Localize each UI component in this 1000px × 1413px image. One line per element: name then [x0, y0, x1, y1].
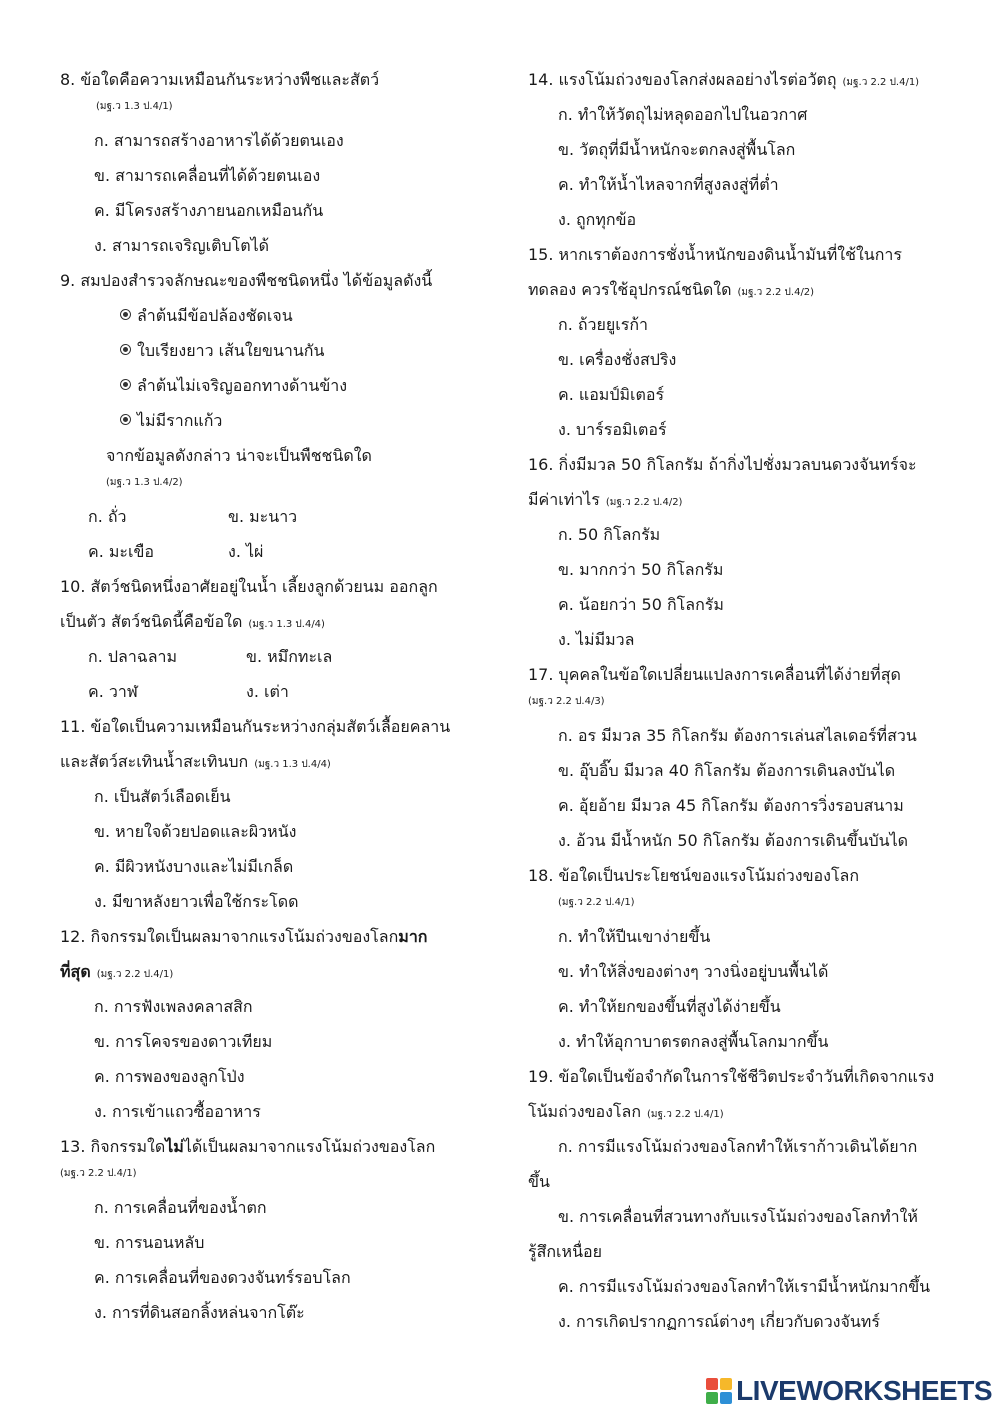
question-15-option-c[interactable]: ค. แอมป์มิเตอร์	[558, 385, 665, 404]
question-13-option-c[interactable]: ค. การเคลื่อนที่ของดวงจันทร์รอบโลก	[94, 1268, 351, 1287]
question-11-option-c[interactable]: ค. มีผิวหนังบางและไม่มีเกล็ด	[94, 857, 294, 876]
question-9-options-row-2	[60, 534, 460, 569]
question-17	[528, 657, 948, 858]
question-11-line-2	[60, 744, 460, 779]
liveworksheets-mark-icon	[706, 1378, 732, 1404]
question-10-line-2	[60, 604, 460, 639]
question-12-option-b[interactable]: ข. การโคจรของดาวเทียม	[94, 1032, 273, 1051]
question-13-text-pre: 13. กิจกรรมใด	[60, 1137, 166, 1156]
question-18-option-a[interactable]: ก. ทำให้ปีนเขาง่ายขึ้น	[558, 927, 711, 946]
right-column	[528, 62, 948, 1339]
question-15-text: ทดลอง ควรใช้อุปกรณ์ชนิดใด	[528, 280, 732, 299]
question-12-standard: (มฐ.ว 2.2 ป.4/1)	[96, 969, 174, 980]
question-17-option-d[interactable]: ง. อ้วน มีน้ำหนัก 50 กิโลกรัม ต้องการเดินขึ้นบันได	[558, 831, 909, 850]
question-18-option-c[interactable]: ค. ทำให้ยกของขึ้นที่สูงได้ง่ายขึ้น	[558, 997, 781, 1016]
question-19	[528, 1059, 948, 1339]
question-10	[60, 569, 460, 709]
question-8-standard: (มฐ.ว 1.3 ป.4/1)	[96, 101, 173, 112]
question-12-option-d[interactable]: ง. การเข้าแถวซื้ออาหาร	[94, 1102, 261, 1121]
question-17-option-a[interactable]: ก. อร มีมวล 35 กิโลกรัม ต้องการเล่นสไลเดอร์ที่สวน	[558, 726, 917, 745]
question-9-fact	[60, 368, 460, 403]
mark-square-red	[706, 1378, 718, 1390]
question-14-option-a[interactable]: ก. ทำให้วัตถุไม่หลุดออกไปในอวกาศ	[558, 105, 808, 124]
question-8	[60, 62, 460, 263]
question-19-option-b-line-1: ข. การเคลื่อนที่สวนทางกับแรงโน้มถ่วงของโลกทำให้	[558, 1207, 918, 1226]
question-9-fact	[60, 403, 460, 438]
question-15-option-b[interactable]: ข. เครื่องชั่งสปริง	[558, 350, 677, 369]
question-15-option-a[interactable]: ก. ถ้วยยูเรก้า	[558, 315, 649, 334]
question-10-option-d[interactable]: ง. เต่า	[246, 682, 289, 701]
question-9-title: 9. สมปองสำรวจลักษณะของพืชชนิดหนึ่ง ได้ข้อมูลดังนี้	[60, 271, 433, 290]
question-12-text: 12. กิจกรรมใดเป็นผลมาจากแรงโน้มถ่วงของโลก	[60, 927, 399, 946]
question-16-standard: (มฐ.ว 2.2 ป.4/2)	[605, 497, 683, 508]
question-10-option-b[interactable]: ข. หมึกทะเล	[246, 647, 333, 666]
question-11	[60, 709, 460, 919]
question-17-standard: (มฐ.ว 2.2 ป.4/3)	[528, 696, 605, 707]
question-16-option-b[interactable]: ข. มากกว่า 50 กิโลกรัม	[558, 560, 724, 579]
fact-text: ลำต้นไม่เจริญออกทางด้านข้าง	[137, 376, 348, 395]
bullet-icon	[120, 309, 131, 320]
mark-square-yellow	[720, 1378, 732, 1390]
question-9-fact	[60, 333, 460, 368]
question-9-options-row-1	[60, 499, 460, 534]
question-13-standard: (มฐ.ว 2.2 ป.4/1)	[60, 1168, 137, 1179]
question-11-option-a[interactable]: ก. เป็นสัตว์เลือดเย็น	[94, 787, 231, 806]
bullet-icon	[120, 379, 131, 390]
question-15-line-1: 15. หากเราต้องการชั่งน้ำหนักของดินน้ำมันที่ใช้ในการ	[528, 245, 902, 264]
question-11-option-d[interactable]: ง. มีขาหลังยาวเพื่อใช้กระโดด	[94, 892, 299, 911]
question-10-options-row-2	[60, 674, 460, 709]
question-13-option-b[interactable]: ข. การนอนหลับ	[94, 1233, 205, 1252]
question-16-line-2	[528, 482, 948, 517]
question-15-option-d[interactable]: ง. บาร์รอมิเตอร์	[558, 420, 667, 439]
question-13-title	[60, 1129, 460, 1164]
question-16-option-d[interactable]: ง. ไม่มีมวล	[558, 630, 635, 649]
question-11-option-b[interactable]: ข. หายใจด้วยปอดและผิวหนัง	[94, 822, 297, 841]
question-19-option-d[interactable]: ง. การเกิดปรากฏการณ์ต่างๆ เกี่ยวกับดวงจันทร์	[558, 1312, 880, 1331]
question-13-option-a[interactable]: ก. การเคลื่อนที่ของน้ำตก	[94, 1198, 267, 1217]
question-9-standard: (มฐ.ว 1.3 ป.4/2)	[106, 477, 183, 488]
question-18-option-d[interactable]: ง. ทำให้อุกาบาตรตกลงสู่พื้นโลกมากขึ้น	[558, 1032, 829, 1051]
liveworksheets-logo[interactable]	[706, 1375, 992, 1407]
question-9-fact	[60, 298, 460, 333]
question-9-option-b[interactable]: ข. มะนาว	[228, 507, 298, 526]
question-13	[60, 1129, 460, 1330]
question-9	[60, 263, 460, 569]
question-12-emphasis-2: ที่สุด	[60, 962, 91, 981]
question-9-question: จากข้อมูลดังกล่าว น่าจะเป็นพืชชนิดใด	[106, 446, 372, 465]
question-19-text: โน้มถ่วงของโลก	[528, 1102, 642, 1121]
question-13-emphasis: ไม่	[165, 1137, 184, 1156]
question-12-option-a[interactable]: ก. การฟังเพลงคลาสสิก	[94, 997, 253, 1016]
question-18-option-b[interactable]: ข. ทำให้สิ่งของต่างๆ วางนิ่งอยู่บนพื้นได้	[558, 962, 829, 981]
question-8-option-c[interactable]: ค. มีโครงสร้างภายนอกเหมือนกัน	[94, 201, 324, 220]
question-12-option-c[interactable]: ค. การพองของลูกโป่ง	[94, 1067, 245, 1086]
question-15-line-2	[528, 272, 948, 307]
bullet-icon	[120, 414, 131, 425]
question-18	[528, 858, 948, 1059]
question-16-option-a[interactable]: ก. 50 กิโลกรัม	[558, 525, 661, 544]
question-10-options-row-1	[60, 639, 460, 674]
question-10-option-c[interactable]: ค. วาฬ	[88, 682, 138, 701]
question-10-option-a[interactable]: ก. ปลาฉลาม	[88, 647, 178, 666]
fact-text: ไม่มีรากแก้ว	[137, 411, 223, 430]
question-14-text: 14. แรงโน้มถ่วงของโลกส่งผลอย่างไรต่อวัตถุ	[528, 70, 837, 89]
question-10-text: เป็นตัว สัตว์ชนิดนี้คือข้อใด	[60, 612, 243, 631]
question-16-text: มีค่าเท่าไร	[528, 490, 600, 509]
fact-text: ลำต้นมีข้อปล้องชัดเจน	[137, 306, 293, 325]
mark-square-blue	[720, 1392, 732, 1404]
question-18-standard: (มฐ.ว 2.2 ป.4/1)	[558, 897, 635, 908]
question-19-option-a-line-1: ก. การมีแรงโน้มถ่วงของโลกทำให้เราก้าวเดินได้ยาก	[558, 1137, 918, 1156]
question-14	[528, 62, 948, 237]
question-12-line-1	[60, 919, 460, 954]
question-19-option-a[interactable]	[528, 1129, 948, 1199]
question-19-option-c[interactable]: ค. การมีแรงโน้มถ่วงของโลกทำให้เรามีน้ำหนักมากขึ้น	[558, 1277, 931, 1296]
question-10-line-1: 10. สัตว์ชนิดหนึ่งอาศัยอยู่ในน้ำ เลี้ยงลูกด้วยนม ออกลูก	[60, 577, 438, 596]
question-8-option-d[interactable]: ง. สามารถเจริญเติบโตได้	[94, 236, 270, 255]
question-11-line-1: 11. ข้อใดเป็นความเหมือนกันระหว่างกลุ่มสัตว์เลื้อยคลาน	[60, 717, 451, 736]
question-19-standard: (มฐ.ว 2.2 ป.4/1)	[647, 1109, 724, 1120]
question-14-option-b[interactable]: ข. วัตถุที่มีน้ำหนักจะตกลงสู่พื้นโลก	[558, 140, 796, 159]
question-14-standard: (มฐ.ว 2.2 ป.4/1)	[842, 77, 920, 88]
left-column	[60, 62, 460, 1330]
liveworksheets-logo-text: LIVEWORKSHEETS	[736, 1375, 992, 1406]
question-19-option-a-line-2: ขึ้น	[528, 1172, 550, 1191]
question-14-option-c[interactable]: ค. ทำให้น้ำไหลจากที่สูงลงสู่ที่ต่ำ	[558, 175, 779, 194]
question-16-option-c[interactable]: ค. น้อยกว่า 50 กิโลกรัม	[558, 595, 724, 614]
question-14-option-d[interactable]: ง. ถูกทุกข้อ	[558, 210, 637, 229]
question-8-title: 8. ข้อใดคือความเหมือนกันระหว่างพืชและสัตว์	[60, 70, 380, 89]
question-8-option-b[interactable]: ข. สามารถเคลื่อนที่ได้ด้วยตนเอง	[94, 166, 321, 185]
question-17-option-c[interactable]: ค. อุ้ยอ้าย มีมวล 45 กิโลกรัม ต้องการวิ่งรอบสนาม	[558, 796, 904, 815]
question-15	[528, 237, 948, 447]
question-19-line-2	[528, 1094, 948, 1129]
question-19-option-b[interactable]	[528, 1199, 948, 1269]
question-18-title: 18. ข้อใดเป็นประโยชน์ของแรงโน้มถ่วงของโลก	[528, 866, 860, 885]
question-12-emphasis: มาก	[398, 927, 428, 946]
question-9-option-a[interactable]: ก. ถั่ว	[88, 507, 127, 526]
question-19-option-b-line-2: รู้สึกเหนื่อย	[528, 1242, 602, 1261]
question-11-standard: (มฐ.ว 1.3 ป.4/4)	[254, 759, 331, 770]
question-13-option-d[interactable]: ง. การที่ดินสอกลิ้งหล่นจากโต๊ะ	[94, 1303, 305, 1322]
bullet-icon	[120, 344, 131, 355]
question-14-title	[528, 62, 948, 97]
fact-text: ใบเรียงยาว เส้นใยขนานกัน	[137, 341, 325, 360]
question-17-title: 17. บุคคลในข้อใดเปลี่ยนแปลงการเคลื่อนที่ได้ง่ายที่สุด	[528, 665, 901, 684]
question-10-standard: (มฐ.ว 1.3 ป.4/4)	[248, 619, 325, 630]
question-12	[60, 919, 460, 1129]
mark-square-green	[706, 1392, 718, 1404]
question-12-line-2	[60, 954, 460, 989]
question-9-option-c[interactable]: ค. มะเขือ	[88, 542, 155, 561]
question-15-standard: (มฐ.ว 2.2 ป.4/2)	[737, 287, 815, 298]
question-16-line-1: 16. กิ่งมีมวล 50 กิโลกรัม ถ้ากิ่งไปชั่งมวลบนดวงจันทร์จะ	[528, 455, 917, 474]
question-13-text-post: ได้เป็นผลมาจากแรงโน้มถ่วงของโลก	[183, 1137, 436, 1156]
question-17-option-b[interactable]: ข. อุ๊บอิ๊บ มีมวล 40 กิโลกรัม ต้องการเดินลงบันได	[558, 761, 896, 780]
question-16	[528, 447, 948, 657]
question-11-text: และสัตว์สะเทินน้ำสะเทินบก	[60, 752, 249, 771]
question-9-option-d[interactable]: ง. ไผ่	[228, 542, 264, 561]
question-8-option-a[interactable]: ก. สามารถสร้างอาหารได้ด้วยตนเอง	[94, 131, 344, 150]
question-19-line-1: 19. ข้อใดเป็นข้อจำกัดในการใช้ชีวิตประจำวันที่เกิดจากแรง	[528, 1067, 935, 1086]
